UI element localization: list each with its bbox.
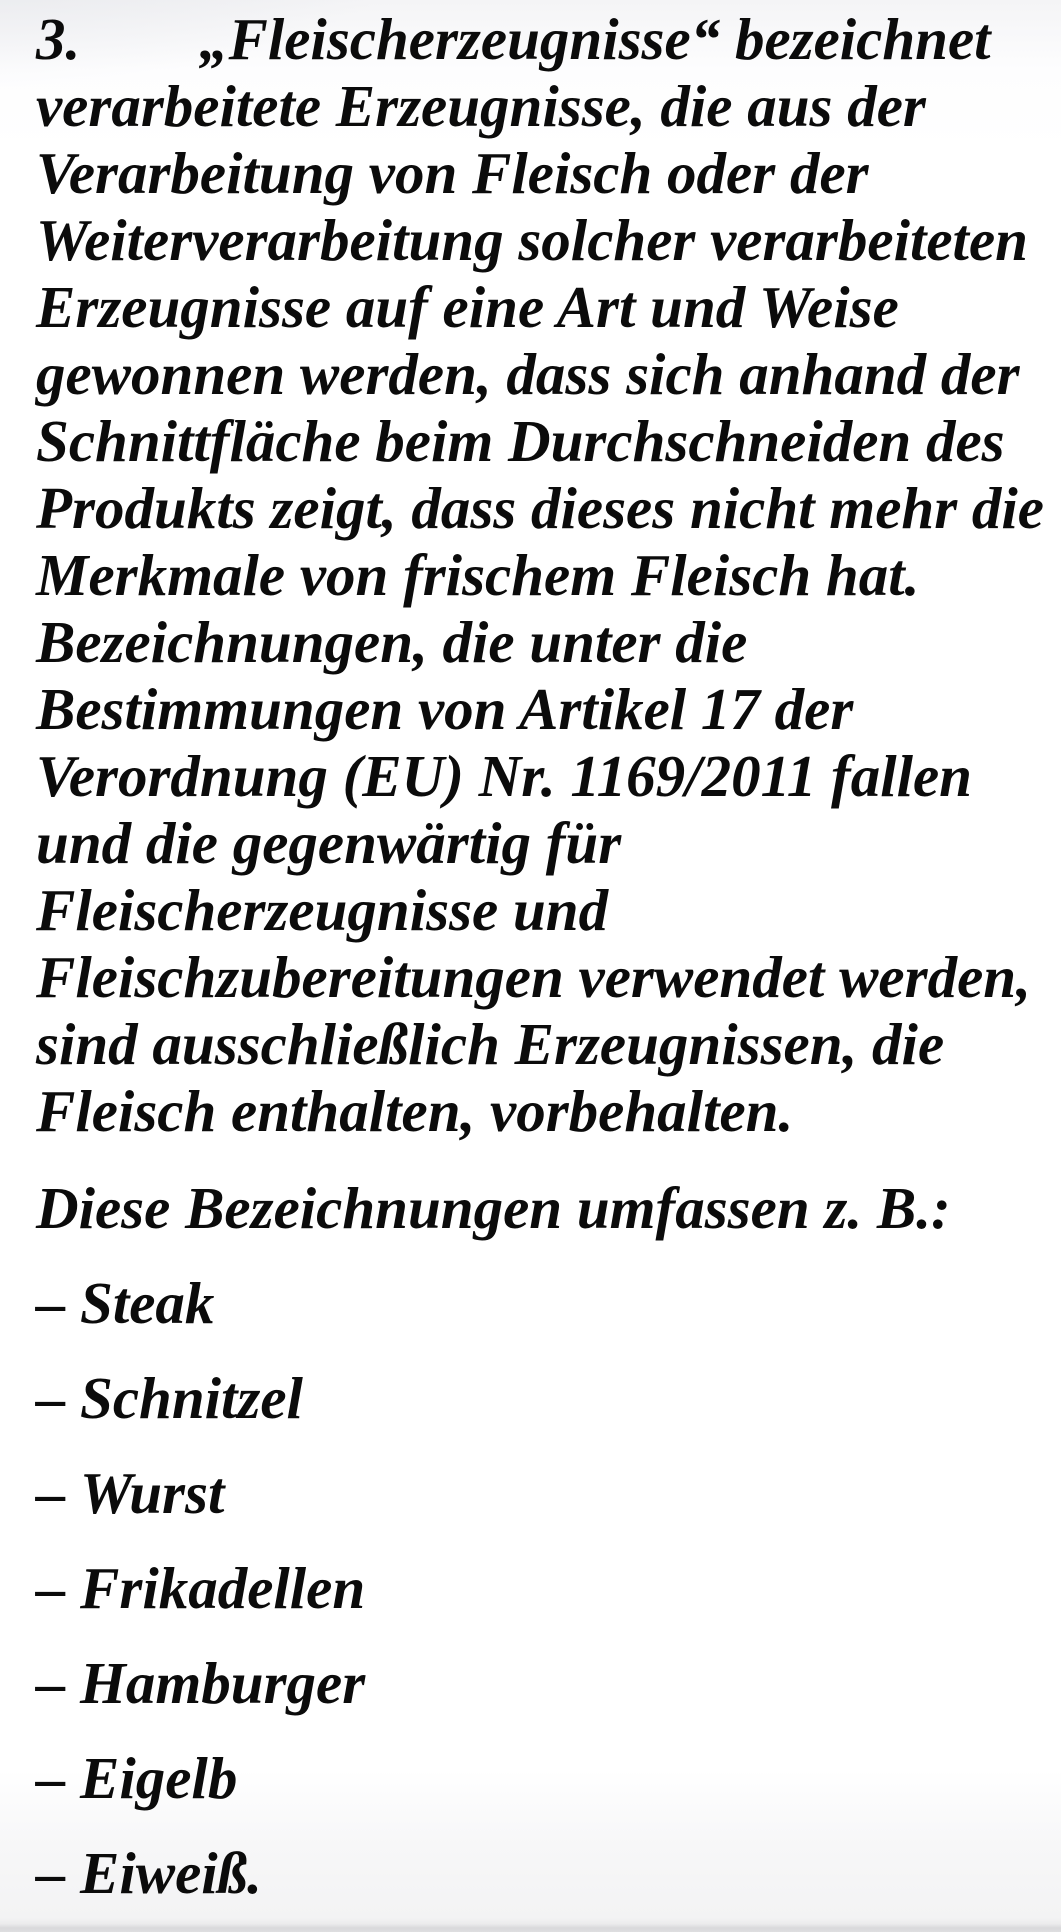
list-item-label: Schnitzel xyxy=(80,1365,303,1431)
definition-line: Merkmale von frischem Fleisch hat. xyxy=(36,542,920,608)
dash-bullet: – xyxy=(36,1745,66,1811)
examples-list xyxy=(36,1270,1037,1907)
definition-line: Fleischzubereitungen verwendet werden, xyxy=(36,944,1031,1010)
list-item xyxy=(36,1270,1037,1337)
definition-line: sind ausschließlich Erzeugnissen, die xyxy=(36,1011,945,1077)
list-item xyxy=(36,1840,1037,1907)
dash-bullet: – xyxy=(36,1365,66,1431)
definition-line: „Fleischerzeugnisse“ bezeichnet xyxy=(199,6,991,72)
list-item xyxy=(36,1555,1037,1622)
definition-line: Fleischerzeugnisse und xyxy=(36,877,609,943)
item-number: 3. xyxy=(36,6,81,72)
definition-line: Fleisch enthalten, vorbehalten. xyxy=(36,1078,794,1144)
definition-line: verarbeitete Erzeugnisse, die aus der xyxy=(36,73,926,139)
definition-line: Schnittfläche beim Durchschneiden des xyxy=(36,408,1005,474)
definition-line: Weiterverarbeitung solcher verarbeiteten xyxy=(36,207,1028,273)
list-item xyxy=(36,1460,1037,1527)
list-item xyxy=(36,1365,1037,1432)
list-item-label: Wurst xyxy=(80,1460,225,1526)
list-item-label: Hamburger xyxy=(80,1650,366,1716)
definition-paragraph xyxy=(36,6,1044,1145)
definition-line: Erzeugnisse auf eine Art und Weise xyxy=(36,274,899,340)
definition-line: gewonnen werden, dass sich anhand der xyxy=(36,341,1020,407)
list-item-label: Frikadellen xyxy=(80,1555,366,1621)
dash-bullet: – xyxy=(36,1460,66,1526)
definition-line: Bestimmungen von Artikel 17 der xyxy=(36,676,854,742)
definition-line: Verarbeitung von Fleisch oder der xyxy=(36,140,869,206)
dash-bullet: – xyxy=(36,1270,66,1336)
definition-line: Produkts zeigt, dass dieses nicht mehr die xyxy=(36,475,1044,541)
dash-bullet: – xyxy=(36,1840,66,1906)
definition-line: und die gegenwärtig für xyxy=(36,810,622,876)
dash-bullet: – xyxy=(36,1650,66,1716)
list-item xyxy=(36,1745,1037,1812)
definition-line: Bezeichnungen, die unter die xyxy=(36,609,748,675)
list-item xyxy=(36,1650,1037,1717)
list-item-label: Eigelb xyxy=(80,1745,238,1811)
definition-line: Verordnung (EU) Nr. 1169/2011 fallen xyxy=(36,743,972,809)
definition-line-first xyxy=(36,6,1037,73)
list-item-label: Steak xyxy=(80,1270,215,1336)
list-item-label: Eiweiß. xyxy=(80,1840,262,1906)
dash-bullet: – xyxy=(36,1555,66,1621)
examples-intro: Diese Bezeichnungen umfassen z. B.: xyxy=(36,1175,951,1241)
